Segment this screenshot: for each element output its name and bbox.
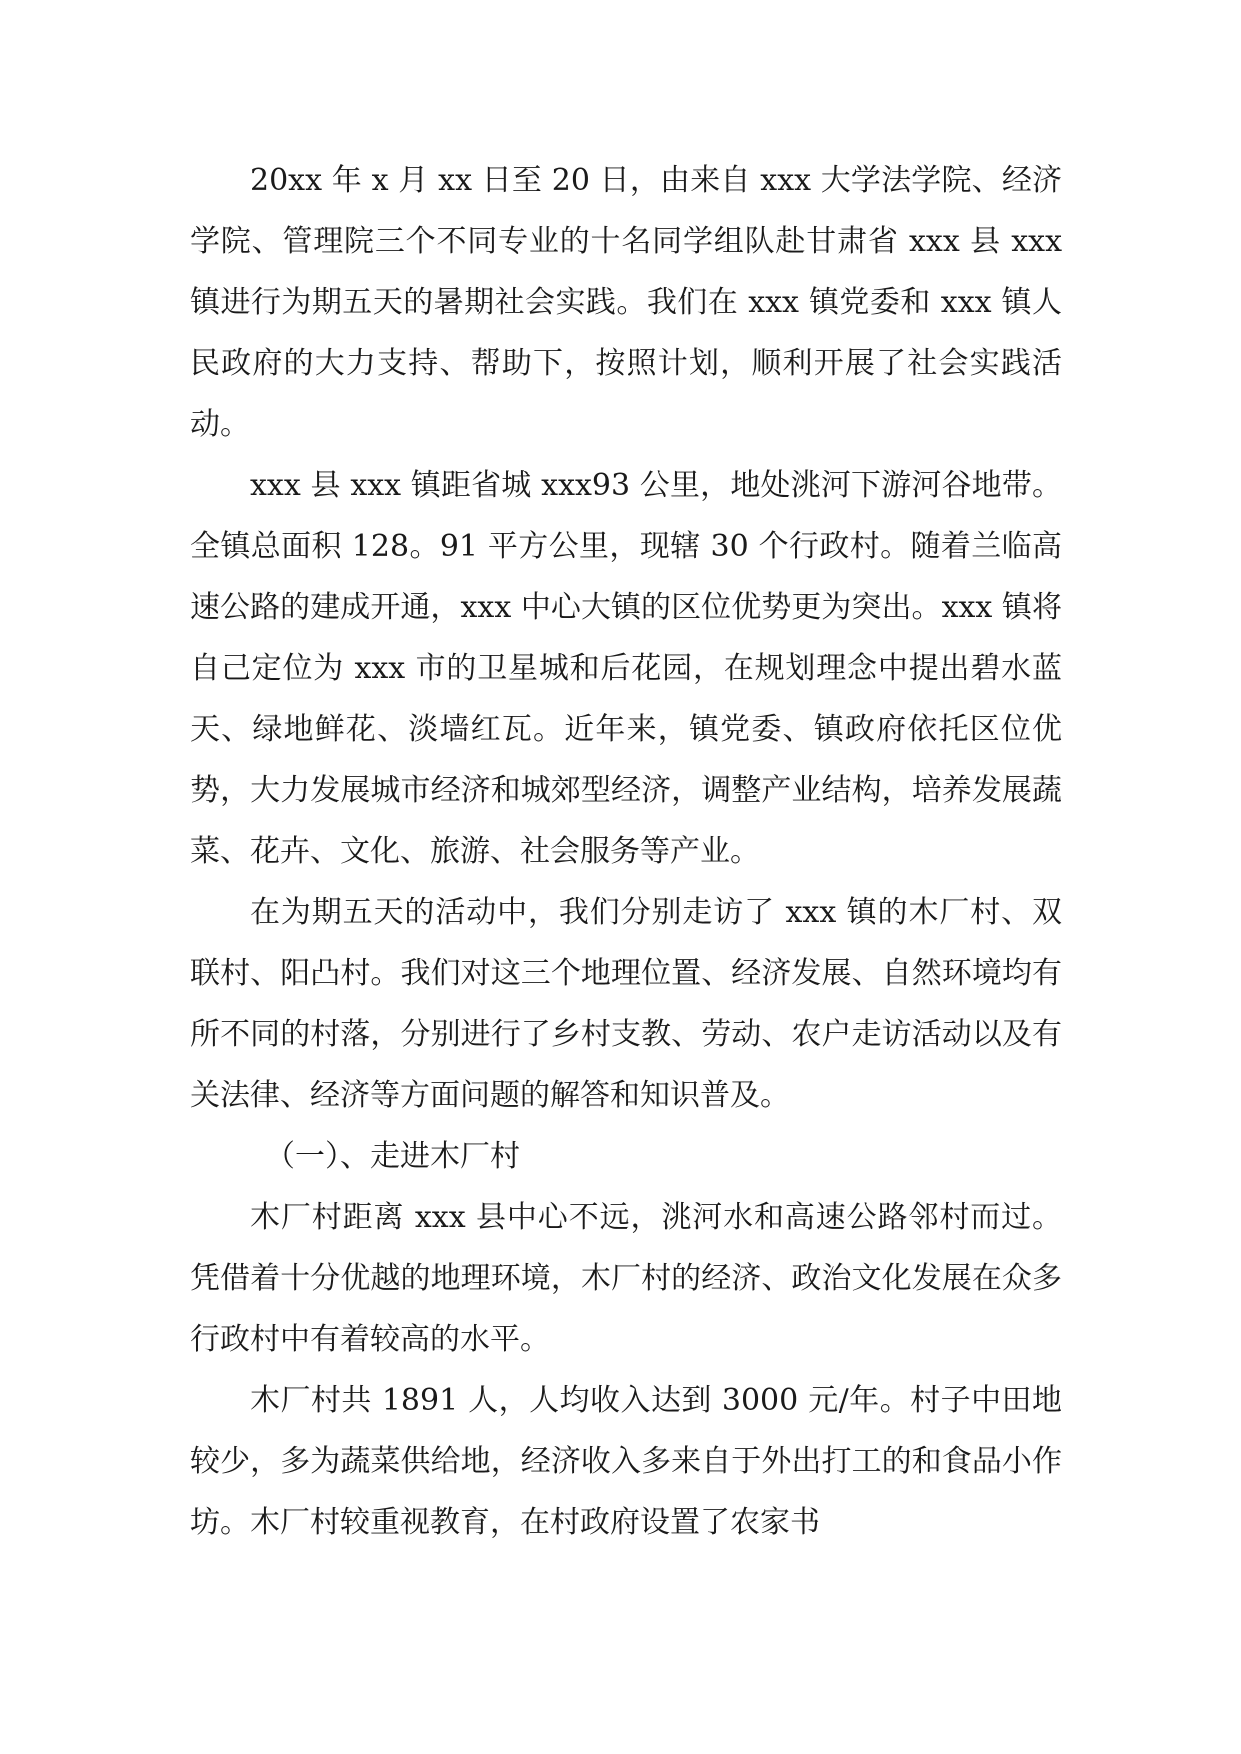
paragraph-town-overview: xxx 县 xxx 镇距省城 xxx93 公里，地处洮河下游河谷地带。全镇总面积 128。91 平方公里，现辖 30 个行政村。随着兰临高速公路的建成开通，xxx 中心大镇的区位优势更为突出。xxx 镇将自己定位为 xxx 市的卫星城和后花园，在规划理念中提出碧水蓝天、绿地鲜花、淡墙红瓦。近年来，镇党委、镇政府依托区位优势，大力发展城市经济和城郊型经济，调整产业结构，培养发展蔬菜、花卉、文化、旅游、社会服务等产业。 (190, 468, 1062, 869)
paragraph-muchang-economy: 木厂村共 1891 人，人均收入达到 3000 元/年。村子中田地较少，多为蔬菜供给地，经济收入多来自于外出打工的和食品小作坊。木厂村较重视教育，在村政府设置了农家书 (190, 1383, 1062, 1540)
paragraph-muchang-location: 木厂村距离 xxx 县中心不远，洮河水和高速公路邻村而过。凭借着十分优越的地理环境，木厂村的经济、政治文化发展在众多行政村中有着较高的水平。 (190, 1200, 1062, 1357)
paragraph-activities: 在为期五天的活动中，我们分别走访了 xxx 镇的木厂村、双联村、阳凸村。我们对这三个地理位置、经济发展、自然环境均有所不同的村落，分别进行了乡村支教、劳动、农户走访活动以及有关法律、经济等方面问题的解答和知识普及。 (190, 895, 1062, 1113)
document-body (190, 150, 1062, 1553)
paragraph-intro: 20xx 年 x 月 xx 日至 20 日，由来自 xxx 大学法学院、经济学院、管理院三个不同专业的十名同学组队赴甘肃省 xxx 县 xxx 镇进行为期五天的暑期社会实践。我们在 xxx 镇党委和 xxx 镇人民政府的大力支持、帮助下，按照计划，顺利开展了社会实践活动。 (190, 163, 1062, 442)
section-heading: （一）、走进木厂村 (265, 1139, 520, 1174)
